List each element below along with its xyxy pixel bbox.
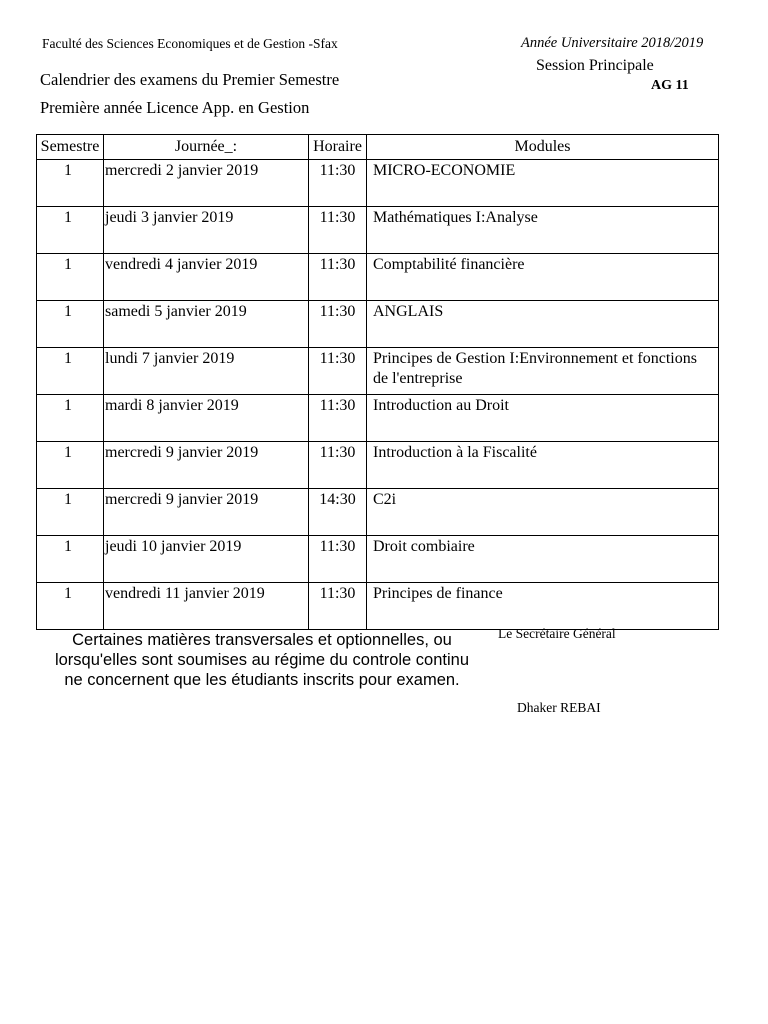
cell-module: Principes de Gestion I:Environnement et fonctions de l'entreprise [367,348,719,395]
cell-semestre: 1 [37,348,104,395]
table-row [37,301,719,348]
calendar-title: Calendrier des examens du Premier Semestre [40,70,340,89]
table-row [37,583,719,630]
table-row [37,442,719,489]
cell-journee: lundi 7 janvier 2019 [104,348,309,395]
signatory-name: Dhaker REBAI [517,700,601,715]
column-header-journee: Journée_: [104,135,309,160]
cell-module: MICRO-ECONOMIE [367,160,719,207]
cell-module: ANGLAIS [367,301,719,348]
table-row [37,489,719,536]
cell-journee: mercredi 9 janvier 2019 [104,442,309,489]
cell-semestre: 1 [37,160,104,207]
academic-year: Année Universitaire 2018/2019 [521,35,704,51]
program-title: Première année Licence App. en Gestion [40,98,310,117]
cell-horaire: 11:30 [309,442,367,489]
cell-module: Droit combiaire [367,536,719,583]
cell-horaire: 11:30 [309,536,367,583]
cell-module: Comptabilité financière [367,254,719,301]
cell-journee: samedi 5 janvier 2019 [104,301,309,348]
cell-horaire: 11:30 [309,348,367,395]
table-row [37,536,719,583]
cell-module: Principes de finance [367,583,719,630]
exam-schedule-table [36,134,719,630]
cell-semestre: 1 [37,536,104,583]
cell-semestre: 1 [37,395,104,442]
table-header-row [37,135,719,160]
cell-module: Introduction au Droit [367,395,719,442]
cell-module: Introduction à la Fiscalité [367,442,719,489]
cell-module: Mathématiques I:Analyse [367,207,719,254]
cell-horaire: 11:30 [309,583,367,630]
column-header-horaire: Horaire [309,135,367,160]
cell-horaire: 14:30 [309,489,367,536]
column-header-modules: Modules [367,135,719,160]
cell-journee: jeudi 10 janvier 2019 [104,536,309,583]
cell-module: C2i [367,489,719,536]
session-label: Session Principale [536,57,654,74]
column-header-semestre: Semestre [37,135,104,160]
cell-journee: jeudi 3 janvier 2019 [104,207,309,254]
cell-semestre: 1 [37,254,104,301]
table-row [37,395,719,442]
group-code: AG 11 [651,78,689,93]
cell-horaire: 11:30 [309,207,367,254]
cell-horaire: 11:30 [309,301,367,348]
cell-journee: vendredi 4 janvier 2019 [104,254,309,301]
table-row [37,254,719,301]
faculty-name: Faculté des Sciences Economiques et de Gestion -Sfax [42,36,338,51]
cell-semestre: 1 [37,489,104,536]
table-row [37,160,719,207]
cell-horaire: 11:30 [309,254,367,301]
cell-semestre: 1 [37,207,104,254]
cell-journee: mercredi 9 janvier 2019 [104,489,309,536]
cell-semestre: 1 [37,583,104,630]
signatory-title: Le Secrétaire Général [498,626,616,641]
cell-semestre: 1 [37,301,104,348]
cell-horaire: 11:30 [309,395,367,442]
cell-horaire: 11:30 [309,160,367,207]
table-row [37,348,719,395]
exam-note: Certaines matières transversales et optionnelles, ou lorsqu'elles sont soumises au régime du controle continu ne concernent que les étudiants inscrits pour examen. [54,631,470,689]
cell-journee: mercredi 2 janvier 2019 [104,160,309,207]
table-row [37,207,719,254]
cell-semestre: 1 [37,442,104,489]
cell-journee: mardi 8 janvier 2019 [104,395,309,442]
cell-journee: vendredi 11 janvier 2019 [104,583,309,630]
